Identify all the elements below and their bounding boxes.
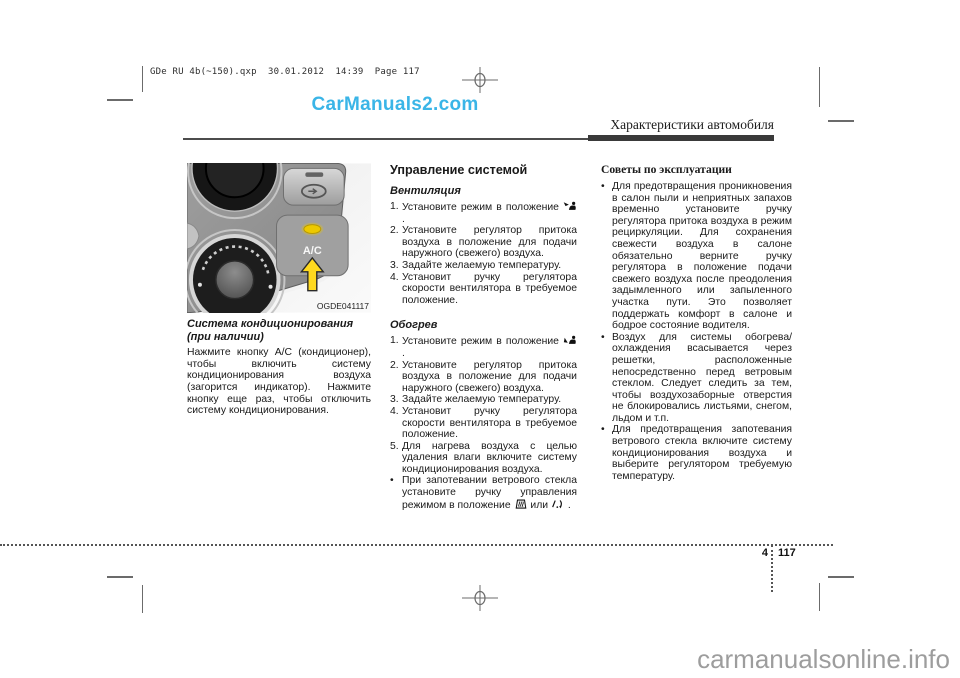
footer-dotted-rule — [0, 544, 833, 546]
page-number: 117 — [778, 547, 796, 559]
list-marker: 5. — [390, 440, 399, 452]
floor-defrost-icon — [551, 499, 565, 509]
list-marker: 3. — [390, 259, 399, 271]
footer-dotted-divider — [771, 545, 773, 592]
list-text: Установите регулятор притока воздуха в положение для подачи наружного (свежего) воздуха. — [402, 225, 577, 260]
list-text: Установит ручку регулятора скорости вентилятора в требуемое положение. — [402, 405, 577, 441]
crop-mark — [828, 576, 854, 578]
list-marker: 4. — [390, 271, 399, 283]
list-marker: 1. — [390, 201, 399, 212]
crop-mark — [142, 66, 143, 92]
list-text: Для предотвращения проникновения в салон пыли и неприятных запахов временно установите ручку регулятора притока воздуха в режим рециркуляции. Для сохранения свежести воздуха в салоне обязательно верните ручку регулятора в положение подачи свежего воздуха после преодоления задымленного или запыленного участка пути. Это позволяет поддержать комфорт в салоне и бодрое состояние водителя. — [612, 181, 792, 332]
subsection-heating-title: Обогрев — [390, 319, 438, 332]
list-item — [390, 260, 577, 272]
ac-button-label: A/C — [302, 244, 322, 257]
registration-mark-icon — [462, 66, 498, 94]
section-title: Управление системой — [390, 163, 528, 177]
figure-climate-control-panel — [187, 163, 371, 313]
list-item — [601, 181, 792, 332]
tips-title: Советы по эксплуатации — [601, 163, 732, 176]
column-middle — [390, 163, 577, 511]
crop-mark — [107, 576, 133, 578]
crop-mark — [828, 120, 854, 122]
ac-system-paragraph: Нажмите кнопку A/C (кондиционер), чтобы включить систему кондиционирования воздуха (загорится индикатор). Нажмите кнопку еще раз, чтобы отключить систему кондиционирования. — [187, 347, 371, 417]
list-item — [390, 406, 577, 441]
list-item — [390, 475, 577, 511]
list-text: Воздух для системы обогрева/охлаждения всасывается через решетки, расположенные непосредственно перед ветровым стеклом. Следует следить за тем, чтобы воздухозаборные отверстия не блокировались листьями, снегом, льдом и т.п. — [612, 331, 792, 424]
list-marker: 1. — [390, 335, 399, 347]
figure-caption-line1: Система кондиционирования — [187, 318, 354, 330]
list-text: Установите режим в положение . — [402, 201, 577, 225]
list-item — [390, 225, 577, 260]
heating-steps — [390, 335, 577, 511]
print-slug: GDe RU 4b(~150).qxp 30.01.2012 14:39 Page 117 — [150, 67, 420, 77]
list-marker: • — [601, 331, 605, 343]
header-rule-accent — [588, 135, 774, 141]
list-marker: 2. — [390, 225, 399, 237]
list-text: Задайте желаемую температуру. — [402, 394, 562, 406]
list-marker: • — [390, 475, 394, 487]
tips-list — [601, 181, 792, 482]
figure-code: OGDE041117 — [316, 301, 369, 311]
list-text: Для предотвращения запотевания ветрового стекла включите систему кондиционирования воздуха и выберите регулятором требуемую температуру. — [612, 424, 792, 482]
list-item — [390, 201, 577, 225]
list-marker: 2. — [390, 359, 399, 371]
list-item — [390, 335, 577, 359]
subsection-ventilation-title: Вентиляция — [390, 185, 461, 197]
list-marker: 4. — [390, 405, 399, 417]
crop-mark — [819, 67, 820, 107]
list-item — [390, 441, 577, 476]
list-item — [390, 272, 577, 307]
list-item — [601, 424, 792, 482]
crop-mark — [142, 585, 143, 613]
floor-mode-icon — [563, 335, 577, 345]
list-marker: • — [601, 181, 605, 192]
crop-mark — [819, 583, 820, 611]
figure-caption-line2: (при наличии) — [187, 330, 264, 343]
ventilation-steps — [390, 201, 577, 306]
list-text: Для нагрева воздуха с целью удаления влаги включите систему кондиционирования воздуха. — [402, 440, 577, 475]
watermark-carmanuals2: CarManuals2.com — [311, 94, 479, 115]
list-marker: • — [601, 424, 605, 436]
watermark-carmanualsonline: carmanualsonline.info — [697, 644, 950, 674]
list-item — [390, 394, 577, 406]
column-right — [601, 163, 792, 482]
defrost-icon — [514, 499, 528, 509]
chapter-number: 4 — [761, 547, 768, 559]
list-text: Установите режим в положение . — [402, 335, 577, 359]
list-text: Установит ручку регулятора скорости вентилятора в требуемое положение. — [402, 271, 577, 306]
button-slot — [305, 172, 323, 176]
ac-indicator-led-icon — [301, 223, 323, 236]
list-marker: 3. — [390, 394, 399, 406]
vent-mode-icon — [563, 201, 577, 211]
list-item — [390, 360, 577, 395]
registration-mark-icon — [462, 584, 498, 612]
chapter-header: Характеристики автомобиля — [610, 117, 774, 132]
climate-panel-illustration — [187, 163, 371, 313]
column-left — [187, 163, 371, 417]
list-text: Установите регулятор притока воздуха в положение для подачи наружного (свежего) воздуха. — [402, 359, 577, 394]
list-text: Задайте желаемую температуру. — [402, 259, 562, 271]
list-item — [601, 332, 792, 425]
list-text: При запотевании ветрового стекла установите ручку управления режимом в положение или . — [402, 475, 577, 511]
figure-caption — [187, 318, 371, 343]
